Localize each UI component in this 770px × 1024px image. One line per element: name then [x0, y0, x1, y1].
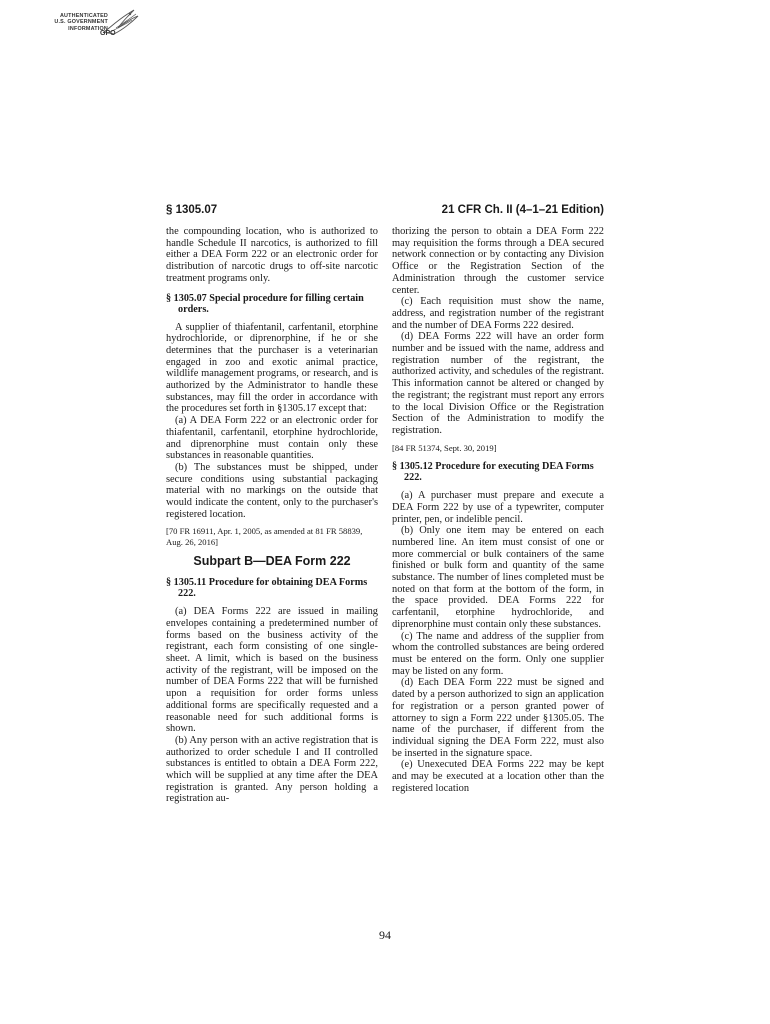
section-heading-1305-07: § 1305.07 Special procedure for filling certain orders. — [166, 292, 364, 315]
paragraph: (b) Any person with an active registration that is authorized to order schedule I and II controlled substances is entitled to obtain a DEA Form 222, which will be supplied at any time after the DEA registration is granted. Any person holding a registration au- — [166, 734, 378, 805]
paragraph: A supplier of thiafentanil, carfentanil, etorphine hydrochloride, or diprenorphine, if he or she determines that the purchaser is a veterinarian engaged in zoo and exotic animal practice, wildlife management programs, or research, and is authorized by the Administrator to handle these substances, may fill the order in accordance with the procedures set forth in §1305.17 except that: — [166, 321, 378, 415]
subpart-heading: Subpart B—DEA Form 222 — [193, 554, 351, 569]
section-heading-1305-11: § 1305.11 Procedure for obtaining DEA Forms 222. — [166, 577, 368, 600]
source-citation: [84 FR 51374, Sept. 30, 2019] — [392, 442, 497, 453]
paragraph: (d) Each DEA Form 222 must be signed and dated by a person authorized to sign an application for registration or a person granted power of attorney to sign a Form 222 under §1305.05. The name of the purchaser, if different from the individual signing the DEA Form 222, must also be inserted in the signature space. — [392, 677, 604, 759]
right-column — [392, 226, 604, 794]
paragraph: (b) The substances must be shipped, under secure conditions using substantial packaging material with no markings on the outside that would indicate the content, only to the purchaser's registered location. — [166, 461, 378, 520]
paragraph: (a) DEA Forms 222 are issued in mailing envelopes containing a predetermined number of forms based on the business activity of the registrant, each form consisting of one single-sheet. A limit, which is based on the business activity of the registrant, will be imposed on the number of DEA Forms 222 that will be furnished upon a requisition for order forms unless additional forms are specifically requested and a reasonable need for such additional forms is shown. — [166, 606, 378, 735]
source-citation: [70 FR 16911, Apr. 1, 2005, as amended at 81 FR 58839, Aug. 26, 2016] — [166, 526, 363, 547]
paragraph: (a) A DEA Form 222 or an electronic order for thiafentanil, carfentanil, etorphine hydrochloride, and diprenorphine must contain only these substances in reasonable quantities. — [166, 415, 378, 462]
seal-line-1: AUTHENTICATED — [59, 13, 108, 19]
running-head-title: 21 CFR Ch. II (4–1–21 Edition) — [441, 204, 604, 216]
paragraph: (e) Unexecuted DEA Forms 222 may be kept and may be executed at a location other than the registered location — [392, 759, 604, 794]
seal-line-2: U.S. GOVERNMENT — [54, 19, 108, 26]
gpo-authentication-seal — [18, 6, 153, 46]
running-head-section: § 1305.07 — [166, 204, 218, 216]
page-number: 94 — [379, 928, 391, 942]
left-column — [166, 226, 378, 805]
section-heading-1305-12: § 1305.12 Procedure for executing DEA Forms 222. — [392, 461, 594, 484]
paragraph: (d) DEA Forms 222 will have an order form number and be issued with the name, address and registration number of the registrant, the authorized activity, and schedules of the registrant. This information cannot be altered or changed by the registrant; the registrant must report any errors to the local Division Office or the Registration Section of the Administration to modify the registration. — [392, 331, 604, 436]
seal-line-3: INFORMATION — [68, 25, 108, 32]
paragraph: (b) Only one item may be entered on each numbered line. An item must consist of one or more commercial or bulk containers of the same finished or bulk form and quantity of the same substance. The number of lines completed must be noted on that form at the bottom of the form, in the space provided. DEA Forms 222 for carfentanil, etorphine hydrochloride, and diprenorphine must contain only these substances. — [392, 525, 604, 630]
paragraph: the compounding location, who is authorized to handle Schedule II narcotics, is authorized to fill either a DEA Form 222 or an electronic order for distribution of narcotic drugs to off-site narcotic treatment programs only. — [166, 226, 378, 284]
paragraph: thorizing the person to obtain a DEA Form 222 may requisition the forms through a DEA secured network connection or by contacting any Division Office or the Registration Section of the Administration through the customer service center. — [392, 226, 604, 296]
paragraph: (c) The name and address of the supplier from whom the controlled substances are being ordered must be entered on the form. Only one supplier may be listed on any form. — [392, 630, 604, 677]
eagle-icon — [18, 6, 153, 46]
paragraph: (c) Each requisition must show the name, address, and registration number of the registrant and the number of DEA Forms 222 desired. — [392, 296, 604, 331]
paragraph: (a) A purchaser must prepare and execute a DEA Form 222 by use of a typewriter, computer printer, pen, or indelible pencil. — [392, 490, 604, 525]
gpo-mark: GPO — [100, 30, 116, 37]
